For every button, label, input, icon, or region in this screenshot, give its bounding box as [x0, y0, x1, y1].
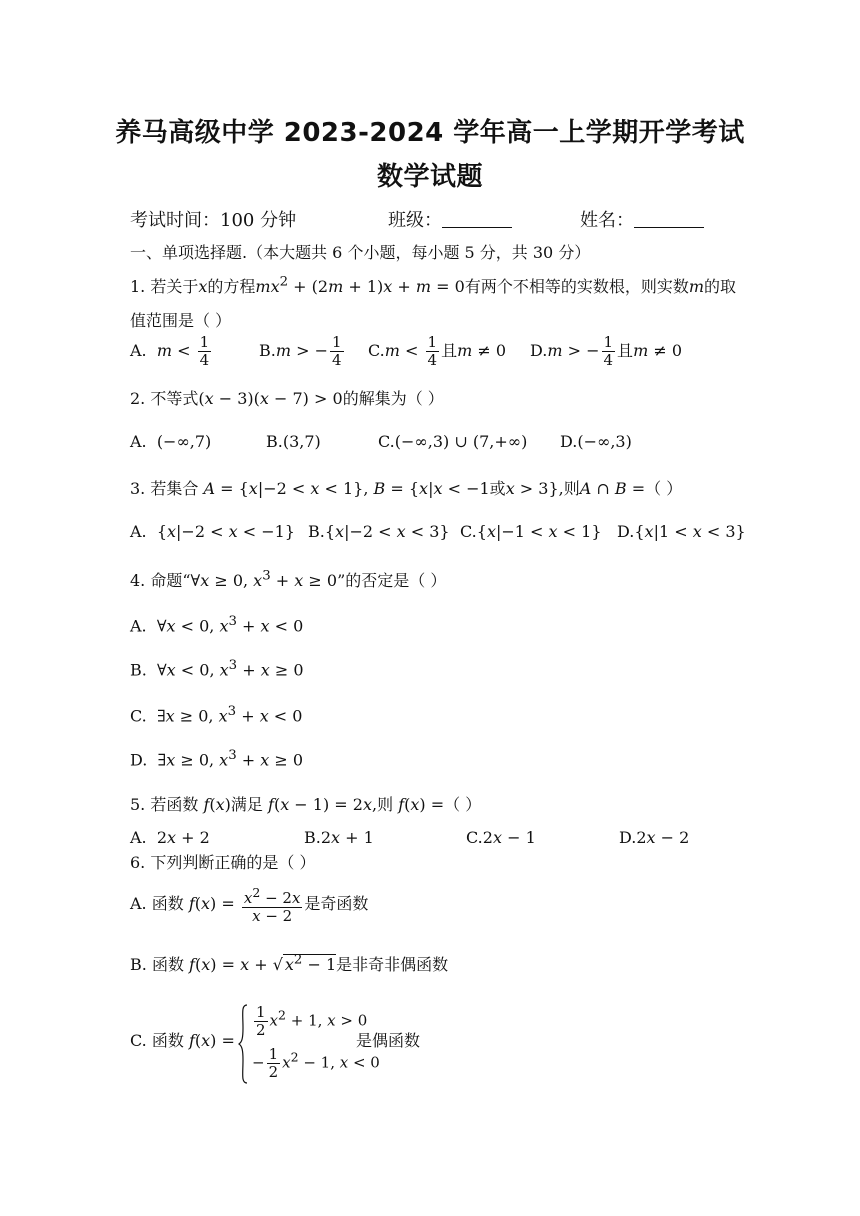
name-label: 姓名： [580, 210, 634, 231]
q6-option-a-label: A. [130, 894, 147, 913]
q3-option-d[interactable]: D.{x|1 < x < 3} [617, 522, 746, 541]
q6-option-a-prefix: 函数 [151, 894, 184, 913]
question-2-stem: 2. 不等式(x − 3)(x − 7) > 0的解集为（ ） [130, 389, 444, 408]
q3-or: 或 [489, 479, 506, 498]
q5-option-c[interactable]: C.2x − 1 [466, 828, 536, 847]
q4-option-c-label: C. [130, 706, 147, 726]
exam-time: 考试时间：100 分钟 [130, 210, 297, 231]
q4-option-b-label: B. [130, 660, 147, 680]
section-heading: 一、单项选择题.（本大题共 6 个小题，每小题 5 分，共 30 分） [130, 243, 591, 262]
q6-option-a-suffix: 是奇函数 [304, 894, 369, 913]
class-blank[interactable] [442, 211, 512, 228]
q5-option-a-label: A. [130, 828, 147, 847]
q6-option-c-prefix: 函数 [151, 1031, 184, 1050]
q5-text-d: （ ） [444, 795, 482, 814]
q3-option-b[interactable]: B.{x|−2 < x < 3} [308, 522, 450, 541]
q6-option-c[interactable]: C. 函数 f(x) = [130, 1031, 235, 1050]
q2-text-a: 2. 不等式 [130, 389, 199, 408]
q5-text-b: 满足 [230, 795, 263, 814]
q6-option-b-suffix: 是非奇非偶函数 [336, 955, 449, 974]
q2-option-b-label: B. [266, 432, 283, 451]
q2-text-b: 的解集为（ ） [342, 389, 444, 408]
question-5-stem: 5. 若函数 f(x)满足 f(x − 1) = 2x,则 f(x) =（ ） [130, 795, 482, 814]
question-1-stem-line2: 值范围是（ ） [130, 311, 232, 330]
q3-option-b-label: B. [308, 522, 325, 541]
q3-option-a-label: A. [130, 522, 147, 541]
left-brace-icon [238, 1004, 248, 1084]
q1-option-b[interactable]: B.m > − $\frac{1}{4}$ [259, 333, 342, 369]
q5-option-a[interactable]: A. 2x + 2 [130, 828, 210, 847]
q2-option-b[interactable]: B.(3,7) [266, 432, 321, 451]
q6-option-a[interactable]: A. 函数 f(x) = $\frac{x^2 - 2x}{x - 2}$ 是奇函数 [130, 885, 369, 925]
q6-option-b-label: B. [130, 955, 147, 974]
q1-option-d[interactable]: D.m > − $\frac{1}{4}$ 且m ≠ 0 [530, 333, 682, 369]
q3-option-c[interactable]: C.{x|−1 < x < 1} [460, 522, 602, 541]
q3-option-d-label: D. [617, 522, 635, 541]
name-field-label [580, 206, 704, 232]
q5-option-b-label: B. [304, 828, 321, 847]
q2-option-c-label: C. [378, 432, 395, 451]
class-label: 班级： [388, 210, 442, 231]
q5-text-c: 则 [377, 795, 394, 814]
q5-option-b[interactable]: B.2x + 1 [304, 828, 374, 847]
q3-option-a[interactable]: A. {x|−2 < x < −1} [130, 522, 295, 541]
q4-text-a: 4. 命题“ [130, 571, 191, 590]
q5-option-d-label: D. [619, 828, 637, 847]
q1-option-a[interactable]: A. m < $\frac{1}{4}$ [130, 333, 210, 369]
q1-option-c[interactable]: C.m < $\frac{1}{4}$ 且m ≠ 0 [368, 333, 507, 369]
q6-option-b-prefix: 函数 [151, 955, 184, 974]
q2-option-d[interactable]: D.(−∞,3) [560, 432, 632, 451]
class-field-label [388, 206, 512, 232]
q1-option-d-label: D. [530, 341, 548, 360]
q3-option-c-label: C. [460, 522, 477, 541]
q4-option-d[interactable]: D. ∃x ≥ 0, $x^3 + x \ge 0$ [130, 748, 304, 770]
q2-option-c[interactable]: C.(−∞,3) ∪ (7,+∞) [378, 432, 528, 451]
q1-text-d: 的取 [704, 277, 737, 296]
q4-text-b: ”的否定是（ ） [337, 571, 447, 590]
question-3-stem: 3. 若集合 A = {x|−2 < x < 1}, B = {x|x < −1或x > 3},则A ∩ B =（ ） [130, 479, 683, 498]
question-1-stem: 1. 若关于x的方程$mx^2 + (2m + 1)x + m = 0$有两个不相等的实数根，则实数m的取 [130, 274, 737, 296]
q1-option-a-label: A. [130, 341, 147, 360]
q1-option-b-label: B. [259, 341, 276, 360]
q6-option-c-label: C. [130, 1031, 147, 1050]
q1-text-b: 的方程 [207, 277, 256, 296]
q5-option-c-label: C. [466, 828, 483, 847]
exam-title: 养马高级中学 2023-2024 学年高一上学期开学考试 [115, 118, 745, 148]
q5-text-a: 5. 若函数 [130, 795, 199, 814]
q4-option-c[interactable]: C. ∃x ≥ 0, $x^3 + x < 0$ [130, 704, 303, 726]
q4-option-a[interactable]: A. ∀x < 0, $x^3 + x < 0$ [130, 614, 304, 636]
q6-option-c-suffix: 是偶函数 [356, 1031, 421, 1050]
question-4-stem: 4. 命题“∀x ≥ 0, $x^3 + x \ge 0$”的否定是（ ） [130, 568, 447, 590]
q1-text-c: 有两个不相等的实数根，则实数 [464, 277, 689, 296]
q2-option-d-label: D. [560, 432, 578, 451]
q4-option-a-label: A. [130, 616, 147, 636]
name-blank[interactable] [634, 211, 704, 228]
q2-option-a-label: A. [130, 432, 147, 451]
q4-option-d-label: D. [130, 750, 148, 770]
q4-option-b[interactable]: B. ∀x < 0, $x^3 + x \ge 0$ [130, 658, 304, 680]
q5-option-d[interactable]: D.2x − 2 [619, 828, 690, 847]
q1-and-d: 且 [617, 341, 634, 360]
q1-text-a: 1. 若关于 [130, 277, 199, 296]
q1-option-c-label: C. [368, 341, 385, 360]
exam-subtitle: 数学试题 [376, 162, 483, 192]
q3-text-a: 3. 若集合 [130, 479, 199, 498]
piecewise-case-2: − $\frac{1}{2}$ $x^2 - 1$, x < 0 [252, 1045, 380, 1081]
q1-and-c: 且 [441, 341, 458, 360]
q6-option-b[interactable]: B. 函数 f(x) = x + √ $x^2 - 1$是非奇非偶函数 [130, 952, 449, 974]
question-6-stem: 6. 下列判断正确的是（ ） [130, 853, 316, 872]
q3-text-b: 则 [563, 479, 580, 498]
q3-text-c: （ ） [645, 479, 683, 498]
piecewise-case-1: $\frac{1}{2}$ $x^2 + 1$, x > 0 [256, 1003, 368, 1039]
q2-option-a[interactable]: A. (−∞,7) [130, 432, 212, 451]
